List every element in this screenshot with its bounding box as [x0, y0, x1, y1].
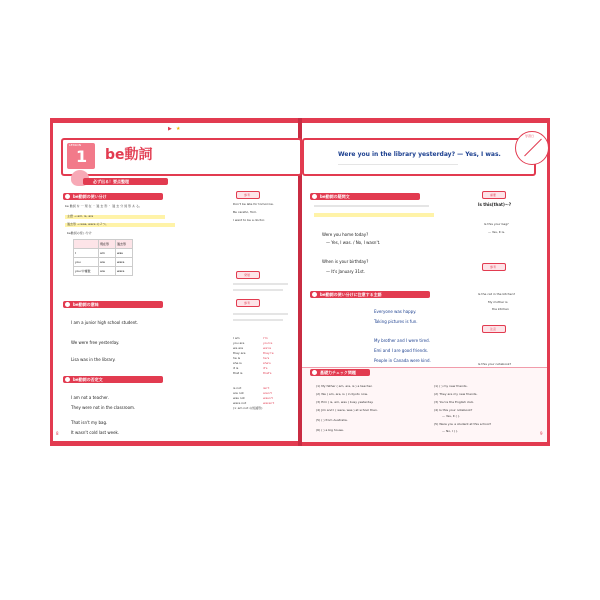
- page-number: 8: [56, 431, 59, 436]
- example-sentence: Everyone was happy.: [374, 309, 417, 314]
- contraction-to: weren't: [263, 401, 275, 405]
- contraction-from: it is: [233, 366, 239, 370]
- lesson-number: 1: [76, 147, 88, 166]
- right-page: [302, 123, 547, 441]
- side-tag: 発展: [236, 271, 260, 279]
- section-heading: be動詞の使い分け: [63, 193, 163, 200]
- side-lead-out: Is this your notebook?: [478, 362, 512, 366]
- example-sentence: I am a junior high school student.: [71, 320, 139, 325]
- section-heading: be動詞の意味: [63, 301, 163, 308]
- example-sentence: Emi and I are good friends.: [374, 348, 429, 353]
- check-question: (1) My father ( am, are, is ) a teacher.: [316, 384, 373, 388]
- check-question: (3) You're the English club.: [434, 400, 475, 404]
- contraction-from: you are: [233, 341, 245, 345]
- contraction-to: they're: [263, 351, 274, 355]
- example-sentence: We were free yesterday.: [71, 340, 120, 345]
- example-sentence: It wasn't cold last week.: [71, 430, 120, 435]
- star-icon: ★: [176, 126, 181, 132]
- side-tag: 参考: [236, 191, 260, 199]
- example-sentence: People in Canada were kind.: [374, 358, 431, 363]
- side-line: Don't be late for tomorrow.: [233, 202, 274, 206]
- contraction-from: I am: [233, 336, 240, 340]
- example-sentence: That isn't my bag.: [71, 420, 108, 425]
- question-header: [302, 138, 536, 176]
- example-sentence: When is your birthday?: [322, 259, 369, 264]
- slash: [524, 139, 542, 157]
- text-line: [233, 319, 283, 321]
- text-line: [233, 313, 288, 315]
- contraction-to: aren't: [263, 391, 272, 395]
- page-number: 9: [540, 431, 543, 436]
- example-sentence: My brother and I were tired.: [374, 338, 430, 343]
- side-tag: 参考: [482, 263, 506, 271]
- check-question: (4) Is this your notebook?: [434, 408, 473, 412]
- page-title: be動詞: [105, 147, 153, 163]
- contraction-to: that's: [263, 371, 272, 375]
- side-line: Is the cat in the kitchen?: [478, 292, 516, 296]
- contraction-from: they are: [233, 351, 246, 355]
- example-sentence: — It's January 31st.: [326, 269, 365, 274]
- contraction-from: were not: [233, 401, 247, 405]
- contraction-from: she is: [233, 361, 242, 365]
- lesson-label: LESSON: [69, 143, 81, 147]
- contraction-to: it's: [263, 366, 268, 370]
- side-heading: Is this(that)～?: [478, 202, 512, 207]
- check-question: (4) Jim and I ( were, was ) at school then.: [316, 408, 378, 412]
- check-question: (1) ( ) my new friends.: [434, 384, 468, 388]
- study-date-circle: [515, 131, 549, 165]
- contraction-to: wasn't: [263, 396, 273, 400]
- check-question: — No, I ( ).: [442, 429, 459, 433]
- lesson-header: [61, 138, 302, 176]
- text-line: [338, 164, 458, 165]
- contraction-to: you're: [263, 341, 273, 345]
- intro-line: be 動詞 を 一 現 在 ・ 過 去 形 ・ 過 去 分 詞 形 あ る。: [65, 204, 142, 208]
- text-line: [233, 289, 283, 291]
- highlight: [314, 213, 434, 217]
- contraction-to: he's: [263, 356, 270, 360]
- example-sentence: Lisa was in the library.: [71, 357, 116, 362]
- example-sentence: I am not a teacher.: [71, 395, 109, 400]
- contraction-from: are not: [233, 391, 244, 395]
- note: (× am not の短縮形): [233, 406, 263, 410]
- text-line: [314, 205, 429, 207]
- main-question: Were you in the library yesterday? — Yes, I was.: [338, 151, 501, 158]
- check-question: (2) They are my new friends.: [434, 392, 478, 396]
- check-question: — Yes, it ( ).: [442, 414, 460, 418]
- left-page: [53, 123, 298, 441]
- contraction-to: isn't: [263, 386, 270, 390]
- example-sentence: They were not in the classroom.: [71, 405, 136, 410]
- example-sentence: Were you home today?: [322, 232, 369, 237]
- side-line: Is this your bag?: [484, 222, 509, 226]
- example-sentence: — Yes, I was. / No, I wasn't.: [326, 240, 381, 245]
- check-question: (5) ( ) from Australia.: [316, 418, 348, 422]
- section-heading: be動詞の使い分けに注意する主語: [310, 291, 430, 298]
- contraction-to: we're: [263, 346, 272, 350]
- check-question: (5) Were you a student at this school?: [434, 422, 492, 426]
- section-heading: be動詞の否定文: [63, 376, 163, 383]
- bullet: 過去形 → was, were の２つ。: [67, 222, 109, 226]
- check-question: (2) We ( am, are, is ) in Kyoto now.: [316, 392, 368, 396]
- side-tag: 重要: [482, 191, 506, 199]
- contraction-from: he is: [233, 356, 241, 360]
- check-question: (3) Emi ( is, am, was ) busy yesterday.: [316, 400, 374, 404]
- bullet: 主語 → am, is, are: [67, 214, 94, 218]
- text-line: [233, 283, 288, 285]
- side-tag: 注意: [482, 325, 506, 333]
- summary-banner: 必ず出る！要点整理: [83, 178, 168, 185]
- bullet: be動詞の使い分け: [67, 231, 92, 235]
- check-heading: 基礎力チェック問題: [310, 369, 370, 376]
- check-question: (6) ( ) a big house.: [316, 428, 344, 432]
- contraction-from: was not: [233, 396, 245, 400]
- side-line: My mother is: [488, 300, 508, 304]
- side-tag: 参考: [236, 299, 260, 307]
- lesson-number-box: [67, 143, 95, 169]
- contraction-to: she's: [263, 361, 271, 365]
- contraction-from: that is: [233, 371, 243, 375]
- contraction-from: we are: [233, 346, 244, 350]
- corner-label: 学習日: [525, 134, 535, 138]
- side-line: Be careful, Tom.: [233, 210, 258, 214]
- side-line: — Yes, it is.: [488, 230, 506, 234]
- side-line: the kitchen: [492, 307, 509, 311]
- contraction-to: I'm: [263, 336, 268, 340]
- contraction-from: is not: [233, 386, 242, 390]
- be-table: 現在形 過去形 I am was you are were you 中複数 are were: [73, 239, 133, 276]
- section-heading: be動詞の疑問文: [310, 193, 420, 200]
- example-sentence: Taking pictures is fun.: [374, 319, 418, 324]
- speaker-icon: ▶: [168, 126, 172, 132]
- side-line: I want to be a doctor.: [233, 218, 265, 222]
